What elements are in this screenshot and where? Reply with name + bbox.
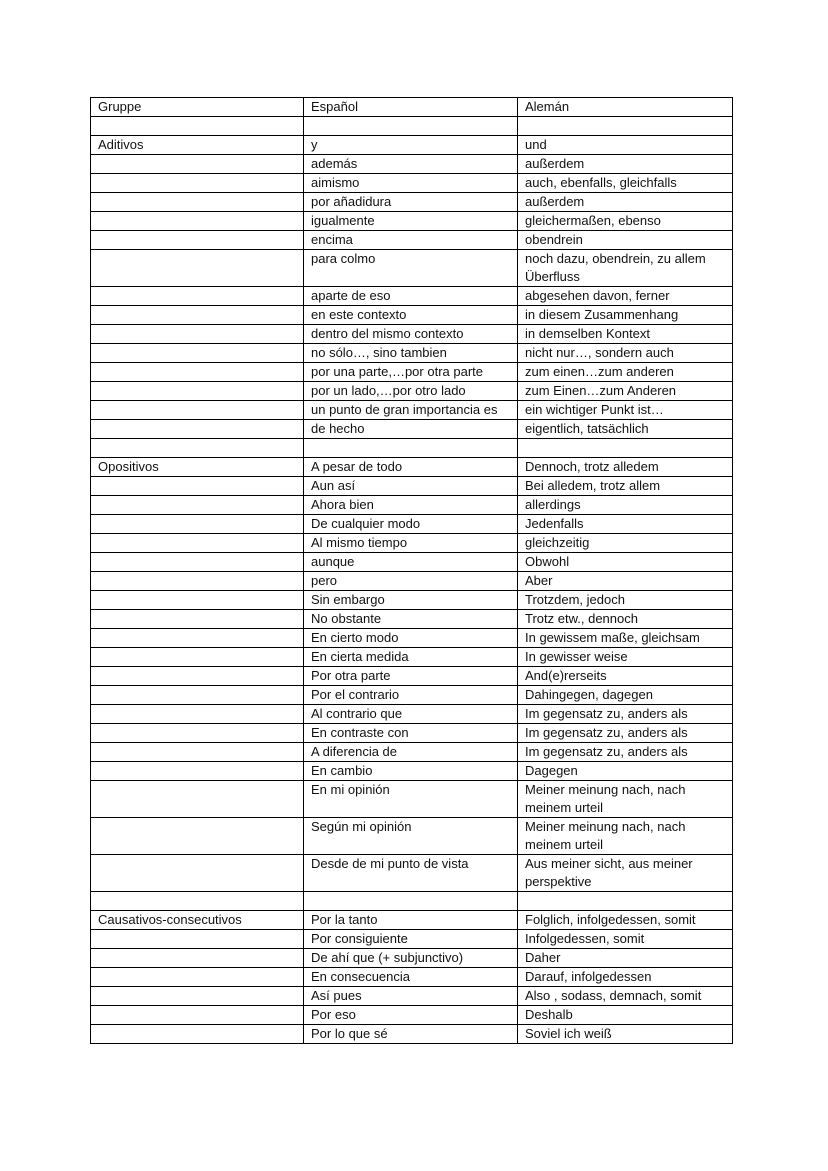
- spanish-cell: Por eso: [304, 1006, 518, 1025]
- german-cell: außerdem: [518, 193, 733, 212]
- spanish-cell: Por otra parte: [304, 667, 518, 686]
- german-cell: in diesem Zusammenhang: [518, 306, 733, 325]
- group-cell: [91, 949, 304, 968]
- group-cell: [91, 818, 304, 855]
- group-cell: Opositivos: [91, 458, 304, 477]
- spanish-cell: Por el contrario: [304, 686, 518, 705]
- spanish-cell: Así pues: [304, 987, 518, 1006]
- german-cell: Dahingegen, dagegen: [518, 686, 733, 705]
- spanish-cell: encima: [304, 231, 518, 250]
- spanish-cell: [304, 892, 518, 911]
- group-cell: [91, 705, 304, 724]
- spanish-cell: Según mi opinión: [304, 818, 518, 855]
- spanish-cell: En mi opinión: [304, 781, 518, 818]
- spanish-cell: En consecuencia: [304, 968, 518, 987]
- group-cell: [91, 287, 304, 306]
- german-cell: in demselben Kontext: [518, 325, 733, 344]
- spanish-cell: De ahí que (+ subjunctivo): [304, 949, 518, 968]
- group-cell: [91, 515, 304, 534]
- spanish-cell: de hecho: [304, 420, 518, 439]
- spanish-cell: En cierto modo: [304, 629, 518, 648]
- german-cell: Trotzdem, jedoch: [518, 591, 733, 610]
- group-cell: [91, 855, 304, 892]
- group-cell: [91, 968, 304, 987]
- spanish-cell: por añadidura: [304, 193, 518, 212]
- table-row: [91, 287, 733, 306]
- german-cell: Im gegensatz zu, anders als: [518, 705, 733, 724]
- table-row: [91, 117, 733, 136]
- spanish-cell: [304, 117, 518, 136]
- german-cell: [518, 117, 733, 136]
- table-row: [91, 987, 733, 1006]
- table-row: [91, 591, 733, 610]
- spanish-cell: y: [304, 136, 518, 155]
- group-cell: [91, 667, 304, 686]
- german-cell: noch dazu, obendrein, zu allem Überfluss: [518, 250, 733, 287]
- group-cell: [91, 155, 304, 174]
- table-row: [91, 439, 733, 458]
- spanish-cell: en este contexto: [304, 306, 518, 325]
- table-row: [91, 458, 733, 477]
- spanish-cell: A pesar de todo: [304, 458, 518, 477]
- group-cell: [91, 496, 304, 515]
- spanish-cell: dentro del mismo contexto: [304, 325, 518, 344]
- table-row: [91, 610, 733, 629]
- spanish-cell: Ahora bien: [304, 496, 518, 515]
- german-cell: Bei alledem, trotz allem: [518, 477, 733, 496]
- group-cell: [91, 382, 304, 401]
- group-cell: [91, 572, 304, 591]
- group-cell: [91, 174, 304, 193]
- table-row: [91, 1006, 733, 1025]
- german-cell: And(e)rerseits: [518, 667, 733, 686]
- table-row: [91, 1025, 733, 1044]
- table-row: [91, 382, 733, 401]
- group-cell: [91, 534, 304, 553]
- table-row: [91, 344, 733, 363]
- group-cell: [91, 648, 304, 667]
- table-row: [91, 174, 733, 193]
- group-cell: [91, 781, 304, 818]
- group-cell: [91, 987, 304, 1006]
- spanish-cell: Sin embargo: [304, 591, 518, 610]
- table-row: [91, 705, 733, 724]
- group-cell: [91, 193, 304, 212]
- table-row: [91, 724, 733, 743]
- german-cell: Daher: [518, 949, 733, 968]
- spanish-cell: En cierta medida: [304, 648, 518, 667]
- german-cell: Jedenfalls: [518, 515, 733, 534]
- german-cell: abgesehen davon, ferner: [518, 287, 733, 306]
- table-row: [91, 477, 733, 496]
- group-cell: [91, 892, 304, 911]
- german-cell: außerdem: [518, 155, 733, 174]
- group-cell: [91, 553, 304, 572]
- german-cell: allerdings: [518, 496, 733, 515]
- spanish-cell: un punto de gran importancia es: [304, 401, 518, 420]
- group-cell: [91, 762, 304, 781]
- table-body: [91, 117, 733, 1044]
- group-cell: [91, 344, 304, 363]
- group-cell: [91, 1006, 304, 1025]
- group-cell: [91, 212, 304, 231]
- group-cell: [91, 231, 304, 250]
- german-cell: Dagegen: [518, 762, 733, 781]
- german-cell: Im gegensatz zu, anders als: [518, 743, 733, 762]
- german-cell: Darauf, infolgedessen: [518, 968, 733, 987]
- header-aleman: Alemán: [518, 98, 733, 117]
- spanish-cell: por un lado,…por otro lado: [304, 382, 518, 401]
- group-cell: [91, 420, 304, 439]
- table-row: [91, 250, 733, 287]
- group-cell: [91, 610, 304, 629]
- spanish-cell: Por consiguiente: [304, 930, 518, 949]
- german-cell: ein wichtiger Punkt ist…: [518, 401, 733, 420]
- table-row: [91, 949, 733, 968]
- table-row: [91, 212, 733, 231]
- german-cell: Aber: [518, 572, 733, 591]
- german-cell: eigentlich, tatsächlich: [518, 420, 733, 439]
- group-cell: [91, 439, 304, 458]
- table-row: [91, 968, 733, 987]
- table-row: [91, 892, 733, 911]
- group-cell: [91, 401, 304, 420]
- group-cell: [91, 1025, 304, 1044]
- table-row: [91, 686, 733, 705]
- spanish-cell: Al mismo tiempo: [304, 534, 518, 553]
- spanish-cell: No obstante: [304, 610, 518, 629]
- spanish-cell: aimismo: [304, 174, 518, 193]
- german-cell: auch, ebenfalls, gleichfalls: [518, 174, 733, 193]
- table-row: [91, 667, 733, 686]
- german-cell: Infolgedessen, somit: [518, 930, 733, 949]
- german-cell: Folglich, infolgedessen, somit: [518, 911, 733, 930]
- spanish-cell: además: [304, 155, 518, 174]
- german-cell: In gewisser weise: [518, 648, 733, 667]
- spanish-cell: no sólo…, sino tambien: [304, 344, 518, 363]
- table-row: [91, 818, 733, 855]
- spanish-cell: pero: [304, 572, 518, 591]
- spanish-cell: aunque: [304, 553, 518, 572]
- table-row: [91, 572, 733, 591]
- german-cell: und: [518, 136, 733, 155]
- group-cell: Causativos-consecutivos: [91, 911, 304, 930]
- german-cell: In gewissem maße, gleichsam: [518, 629, 733, 648]
- table-row: [91, 743, 733, 762]
- group-cell: [91, 724, 304, 743]
- german-cell: gleichzeitig: [518, 534, 733, 553]
- table-row: [91, 231, 733, 250]
- group-cell: [91, 325, 304, 344]
- table-row: [91, 855, 733, 892]
- german-cell: zum einen…zum anderen: [518, 363, 733, 382]
- connector-table: [90, 97, 733, 1044]
- spanish-cell: Por la tanto: [304, 911, 518, 930]
- spanish-cell: A diferencia de: [304, 743, 518, 762]
- german-cell: Also , sodass, demnach, somit: [518, 987, 733, 1006]
- german-cell: Meiner meinung nach, nach meinem urteil: [518, 818, 733, 855]
- german-cell: Im gegensatz zu, anders als: [518, 724, 733, 743]
- group-cell: [91, 930, 304, 949]
- spanish-cell: En cambio: [304, 762, 518, 781]
- german-cell: zum Einen…zum Anderen: [518, 382, 733, 401]
- table-row: [91, 136, 733, 155]
- german-cell: Soviel ich weiß: [518, 1025, 733, 1044]
- table-row: [91, 155, 733, 174]
- table-row: [91, 930, 733, 949]
- group-cell: [91, 591, 304, 610]
- table-row: [91, 629, 733, 648]
- table-row: [91, 420, 733, 439]
- table-row: [91, 496, 733, 515]
- group-cell: Aditivos: [91, 136, 304, 155]
- table-row: [91, 762, 733, 781]
- spanish-cell: Al contrario que: [304, 705, 518, 724]
- german-cell: Meiner meinung nach, nach meinem urteil: [518, 781, 733, 818]
- spanish-cell: Aun así: [304, 477, 518, 496]
- spanish-cell: igualmente: [304, 212, 518, 231]
- german-cell: nicht nur…, sondern auch: [518, 344, 733, 363]
- spanish-cell: En contraste con: [304, 724, 518, 743]
- german-cell: obendrein: [518, 231, 733, 250]
- spanish-cell: para colmo: [304, 250, 518, 287]
- table-row: [91, 306, 733, 325]
- table-row: [91, 534, 733, 553]
- group-cell: [91, 686, 304, 705]
- german-cell: Deshalb: [518, 1006, 733, 1025]
- group-cell: [91, 250, 304, 287]
- spanish-cell: por una parte,…por otra parte: [304, 363, 518, 382]
- group-cell: [91, 306, 304, 325]
- table-row: [91, 363, 733, 382]
- spanish-cell: Por lo que sé: [304, 1025, 518, 1044]
- table-row: [91, 325, 733, 344]
- german-cell: Obwohl: [518, 553, 733, 572]
- group-cell: [91, 629, 304, 648]
- spanish-cell: Desde de mi punto de vista: [304, 855, 518, 892]
- table-row: [91, 648, 733, 667]
- group-cell: [91, 117, 304, 136]
- spanish-cell: De cualquier modo: [304, 515, 518, 534]
- spanish-cell: aparte de eso: [304, 287, 518, 306]
- group-cell: [91, 477, 304, 496]
- table-row: [91, 193, 733, 212]
- header-gruppe: Gruppe: [91, 98, 304, 117]
- table-header-row: [91, 98, 733, 117]
- table-row: [91, 553, 733, 572]
- german-cell: Dennoch, trotz alledem: [518, 458, 733, 477]
- german-cell: gleichermaßen, ebenso: [518, 212, 733, 231]
- german-cell: [518, 892, 733, 911]
- table-row: [91, 515, 733, 534]
- table-row: [91, 911, 733, 930]
- header-espanol: Español: [304, 98, 518, 117]
- german-cell: [518, 439, 733, 458]
- table-row: [91, 781, 733, 818]
- group-cell: [91, 363, 304, 382]
- group-cell: [91, 743, 304, 762]
- spanish-cell: [304, 439, 518, 458]
- table-row: [91, 401, 733, 420]
- german-cell: Trotz etw., dennoch: [518, 610, 733, 629]
- german-cell: Aus meiner sicht, aus meiner perspektive: [518, 855, 733, 892]
